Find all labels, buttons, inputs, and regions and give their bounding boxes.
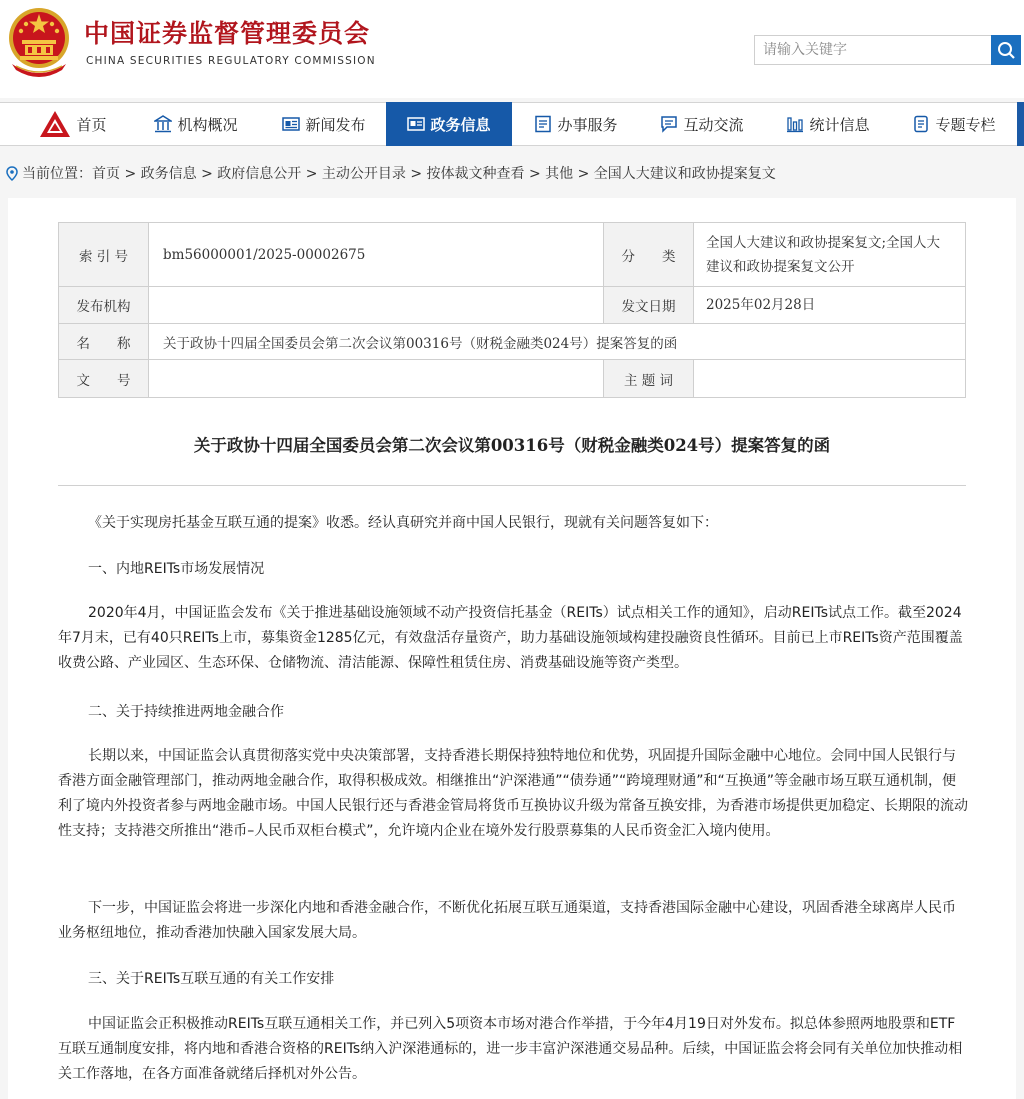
search-button[interactable] [991, 35, 1021, 65]
nav-item-label: 政务信息 [430, 115, 491, 134]
location-pin-icon [6, 166, 18, 181]
date-label: 发文日期 [604, 287, 694, 324]
search-input[interactable] [754, 35, 992, 65]
keywords-value [694, 360, 966, 398]
index-label: 索 引 号 [59, 223, 149, 287]
section-heading: 三、关于REITs互联互通的有关工作安排 [88, 971, 335, 987]
home-icon [39, 110, 71, 138]
section-heading: 二、关于持续推进两地金融合作 [88, 704, 284, 720]
issuer-value [149, 287, 604, 324]
nav-item-label: 首页 [76, 115, 107, 134]
issuer-label: 发布机构 [59, 287, 149, 324]
nav-accent-right [1017, 102, 1024, 146]
paragraph: 《关于实现房托基金互联互通的提案》收悉。经认真研究并商中国人民银行，现就有关问题答复如下： [88, 515, 718, 531]
paragraph: 下一步，中国证监会将进一步深化内地和香港金融合作，不断优化拓展互联互通渠道，支持香港国际金融中心建设，巩固香港全球离岸人民币业务枢纽地位，推动香港加快融入国家发展大局。 [58, 900, 956, 941]
title-divider [58, 485, 966, 486]
nav-item-news[interactable] [268, 103, 380, 145]
nav-item-label: 互动交流 [683, 115, 744, 134]
breadcrumb-prefix: 当前位置： [22, 166, 92, 182]
keywords-label: 主 题 词 [604, 360, 694, 398]
nav-item-home[interactable] [28, 103, 118, 145]
breadcrumb [6, 163, 776, 183]
id-card-icon [407, 115, 425, 133]
main-nav [0, 102, 1024, 146]
nav-item-label: 新闻发布 [305, 115, 366, 134]
nav-item-services[interactable] [520, 103, 632, 145]
name-value: 关于政协十四届全国委员会第二次会议第00316号（财税金融类024号）提案答复的函 [149, 324, 966, 360]
building-icon [154, 115, 172, 133]
document-info-table [58, 222, 966, 398]
paragraph: 长期以来，中国证监会认真贯彻落实党中央决策部署，支持香港长期保持独特地位和优势，巩固提升国际金融中心地位。会同中国人民银行与香港方面金融管理部门，推动两地金融合作，取得积极成效。相继推出“沪深港通”“债券通”“跨境理财通”和“互换通”等金融市场互联互通机制，便利了境内外投资者参与两地金融市场。中国人民银行还与香港金管局将货币互换协议升级为常备互换安排，为香港市场提供更加稳定、长期限的流动性支持；支持港交所推出“港币–人民币双柜台模式”，允许境内企业在境外发行股票募集的人民币资金汇入境内使用。 [58, 748, 968, 839]
bar-chart-icon [786, 115, 804, 133]
category-label: 分 类 [604, 223, 694, 287]
date-value: 2025年02月28日 [694, 287, 966, 324]
nav-item-label: 办事服务 [557, 115, 618, 134]
search-icon [996, 40, 1016, 60]
paragraph: 中国证监会正积极推动REITs互联互通相关工作，并已列入5项资本市场对港合作举措，于今年4月19日对外发布。拟总体参照两地股票和ETF互联互通制度安排，将内地和香港合资格的REITs纳入沪深港通标的，进一步丰富沪深港通交易品种。后续，中国证监会将会同有关单位加快推动相关工作落地，在各方面准备就绪后择机对外公告。 [58, 1016, 963, 1082]
nav-item-special[interactable] [898, 103, 1010, 145]
nav-item-about[interactable] [140, 103, 252, 145]
nav-item-label: 机构概况 [177, 115, 238, 134]
site-subtitle: CHINA SECURITIES REGULATORY COMMISSION [86, 55, 376, 67]
name-label: 名 称 [59, 324, 149, 360]
category-value: 全国人大建议和政协提案复文;全国人大建议和政协提案复文公开 [694, 223, 966, 287]
national-emblem-icon [4, 4, 74, 80]
site-title: 中国证券监督管理委员会 [84, 19, 371, 48]
document-icon [912, 115, 930, 133]
list-icon [534, 115, 552, 133]
paragraph: 2020年4月，中国证监会发布《关于推进基础设施领域不动产投资信托基金（REITs）试点相关工作的通知》，启动REITs试点工作。截至2024年7月末，已有40只REITs上市，募集资金1285亿元，有效盘活存量资产，助力基础设施领域构建投融资良性循环。目前已上市REITs资产范围覆盖收费公路、产业园区、生态环保、仓储物流、清洁能源、保障性租赁住房、消费基础设施等资产类型。 [58, 605, 963, 671]
chat-icon [660, 115, 678, 133]
document-title: 关于政协十四届全国委员会第二次会议第00316号（财税金融类024号）提案答复的函 [193, 436, 831, 455]
nav-item-statistics[interactable] [772, 103, 884, 145]
docno-label: 文 号 [59, 360, 149, 398]
nav-item-label: 统计信息 [809, 115, 870, 134]
nav-item-interaction[interactable] [646, 103, 758, 145]
newspaper-icon [282, 115, 300, 133]
index-value: bm56000001/2025-00002675 [149, 223, 604, 287]
breadcrumb-path[interactable]: 首页 > 政务信息 > 政府信息公开 > 主动公开目录 > 按体裁文种查看 > 其他 > 全国人大建议和政协提案复文 [92, 166, 776, 182]
section-heading: 一、内地REITs市场发展情况 [88, 561, 265, 577]
nav-item-label: 专题专栏 [935, 115, 996, 134]
nav-item-gov-info[interactable] [386, 102, 512, 146]
site-header [0, 0, 1024, 98]
docno-value [149, 360, 604, 398]
